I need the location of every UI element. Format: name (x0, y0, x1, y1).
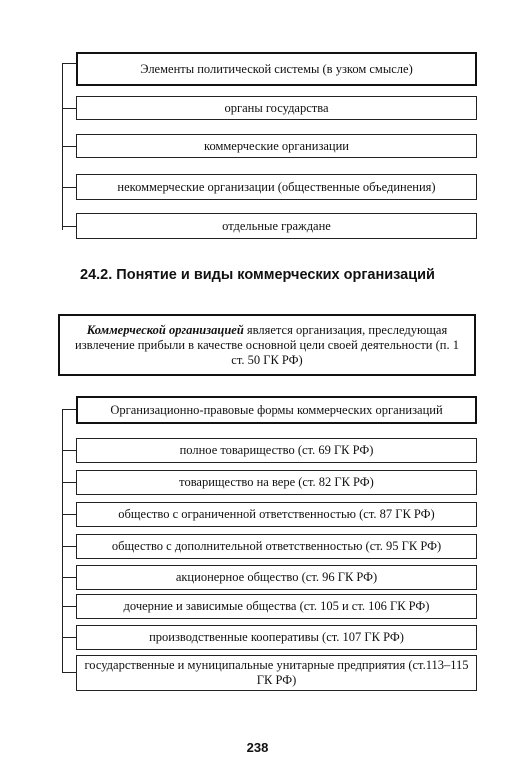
connector-branch (62, 577, 76, 578)
diagram-item (76, 502, 477, 527)
diagram-item (76, 594, 477, 619)
connector-branch (62, 546, 76, 547)
diagram-item-text: полное товарищество (ст. 69 ГК РФ) (179, 443, 374, 457)
connector-branch (62, 637, 76, 638)
connector-trunk (62, 409, 63, 672)
definition-body: является организация, преследующая извлечение прибыли в качестве основной цели своей деятельности (п. 1 ст. 50 ГК РФ) (75, 322, 459, 367)
section-heading: 24.2. Понятие и виды коммерческих организаций (80, 267, 435, 283)
diagram-item (76, 534, 477, 559)
diagram-item-text: органы государства (224, 100, 329, 115)
diagram-item (76, 438, 477, 463)
connector-branch (62, 63, 76, 64)
connector-branch (62, 672, 76, 673)
definition-box (58, 314, 476, 376)
connector-branch (62, 187, 76, 188)
diagram-item (76, 655, 477, 691)
diagram-item (76, 565, 477, 590)
diagram-item (76, 213, 477, 239)
diagram-item (76, 134, 477, 158)
connector-branch (62, 226, 76, 227)
diagram-item-text: некоммерческие организации (общественные объединения) (117, 179, 436, 194)
definition-term: Коммерческой организацией (86, 322, 244, 337)
diagram-item-text: общество с дополнительной ответственностью (ст. 95 ГК РФ) (111, 539, 442, 553)
definition-text (68, 323, 466, 368)
diagram-item-text: производственные кооперативы (ст. 107 ГК РФ) (149, 630, 404, 644)
page-number: 238 (246, 740, 269, 755)
diagram-header-text: Организационно-правовые формы коммерческих организаций (110, 402, 443, 417)
diagram-item (76, 96, 477, 120)
diagram-item (76, 625, 477, 650)
diagram-item-text: общество с ограниченной ответственностью (ст. 87 ГК РФ) (118, 507, 435, 521)
diagram-header-text: Элементы политической системы (в узком смысле) (140, 61, 413, 76)
diagram-item-text: коммерческие организации (204, 138, 349, 153)
diagram-item (76, 470, 477, 495)
diagram-item-text: товарищество на вере (ст. 82 ГК РФ) (179, 475, 374, 489)
diagram-item-text: отдельные граждане (222, 218, 331, 233)
connector-branch (62, 514, 76, 515)
connector-branch (62, 450, 76, 451)
diagram-header (76, 396, 477, 424)
connector-branch (62, 409, 76, 410)
diagram-item (76, 174, 477, 200)
diagram-header (76, 52, 477, 86)
diagram-item-text: акционерное общество (ст. 96 ГК РФ) (175, 570, 378, 584)
diagram-item-text: государственные и муниципальные унитарные предприятия (ст.113–115 ГК РФ) (84, 658, 469, 687)
diagram-item-text: дочерние и зависимые общества (ст. 105 и ст. 106 ГК РФ) (123, 599, 430, 613)
connector-branch (62, 606, 76, 607)
connector-branch (62, 146, 76, 147)
connector-branch (62, 482, 76, 483)
connector-branch (62, 108, 76, 109)
